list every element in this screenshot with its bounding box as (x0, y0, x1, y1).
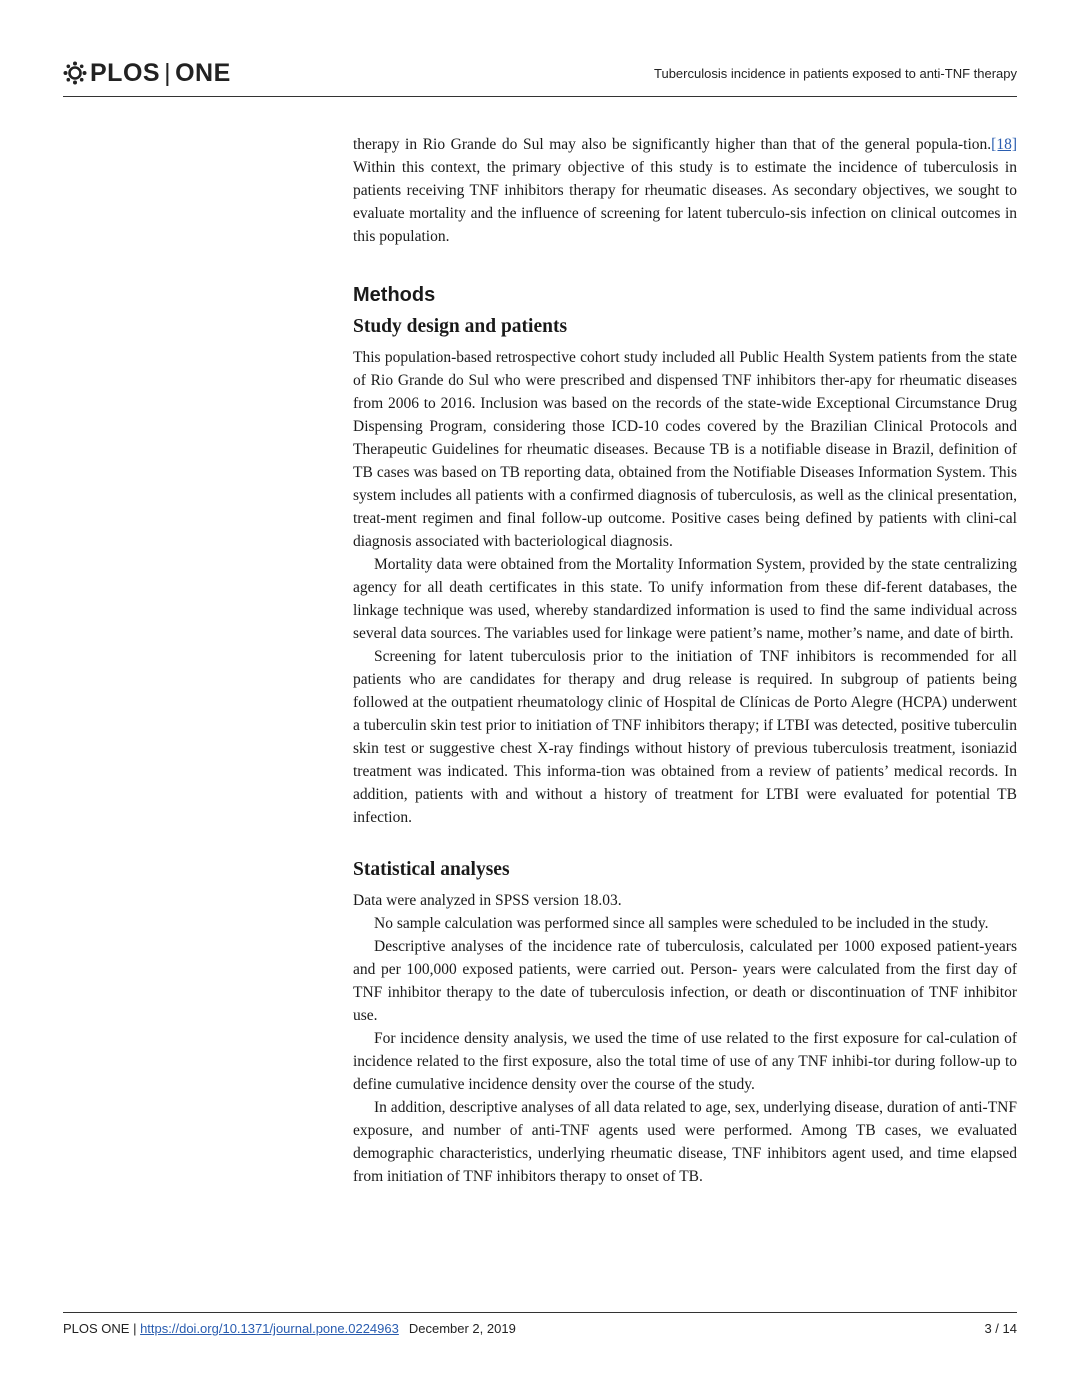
intro-text-after-ref: Within this context, the primary objective of this study is to estimate the incidence of tuberculosis in patients receiving TNF inhibitors therapy for rheumatic diseases. As secondary objectives, we sought to evaluate mortality and the influence of screening for latent tuberculo-sis infection on clinical outcomes in this population. (353, 159, 1017, 245)
running-title: Tuberculosis incidence in patients exposed to anti-TNF therapy (654, 66, 1017, 81)
intro-paragraph (353, 133, 1017, 248)
intro-text-before-ref: therapy in Rio Grande do Sul may also be significantly higher than that of the general popula-tion. (353, 136, 992, 153)
plos-one-logo (63, 58, 231, 88)
page-footer (63, 1312, 1017, 1336)
statistical-paragraph-3: Descriptive analyses of the incidence rate of tuberculosis, calculated per 1000 exposed patient-years and per 100,000 exposed patients, were carried out. Person- years were calculated from the first day of TNF inhibitor therapy to the date of tuberculosis infection, or death or discontinuation of TNF inhibitor use. (353, 938, 1017, 1024)
study-design-paragraph-3: Screening for latent tuberculosis prior to the initiation of TNF inhibitors is recommended for all patients who are candidates for therapy and drug release is required. In subgroup of patients being followed at the outpatient rheumatology clinic of Hospital de Clínicas de Porto Alegre (HCPA) underwent a tuberculin skin test prior to initiation of TNF inhibitors therapy; if LTBI was detected, positive tuberculin skin test or suggestive chest X-ray findings without history of previous tuberculosis treatment, isoniazid treatment was indicated. This informa-tion was obtained from a review of patients’ medical records. In addition, patients with and without a history of treatment for LTBI were evaluated for potential TB infection. (353, 648, 1017, 826)
page-number: 3 / 14 (984, 1321, 1017, 1336)
logo-separator: | (164, 58, 172, 87)
plos-logo-icon (63, 61, 87, 85)
logo-text-plos: PLOS (90, 58, 161, 87)
methods-heading: Methods (353, 284, 436, 306)
statistical-paragraph-1: Data were analyzed in SPSS version 18.03. (353, 892, 622, 909)
statistical-analyses-heading: Statistical analyses (353, 859, 510, 880)
statistical-paragraph-2: No sample calculation was performed since all samples were scheduled to be included in the study. (374, 915, 989, 932)
citation-link-18[interactable]: [18] (991, 136, 1017, 153)
study-design-paragraph-2: Mortality data were obtained from the Mortality Information System, provided by the state centralizing agency for all death certificates in this state. To unify information from these dif-ferent databases, the linkage technique was used, whereby standardized information is used to find the same individual across several data sources. The variables used for linkage were patient’s name, mother’s name, and date of birth. (353, 556, 1017, 642)
study-design-paragraph-1: This population-based retrospective cohort study included all Public Health System patients from the state of Rio Grande do Sul who were prescribed and dispensed TNF inhibitors ther-apy for rheumatic diseases from 2006 to 2016. Inclusion was based on the records of the state-wide Exceptional Circumstance Drug Dispensing Program, considering those ICD-10 codes covered by the Brazilian Clinical Protocols and Therapeutic Guidelines for rheumatic diseases. Because TB is a notifiable disease in Brazil, definition of TB cases was based on TB reporting data, obtained from the Notifiable Diseases Information System. This system includes all patients with a confirmed diagnosis of tuberculosis, as well as the clinical presentation, treat-ment regimen and final follow-up outcome. Positive cases being defined by patients with clini-cal diagnosis associated with bacteriological diagnosis. (353, 349, 1017, 550)
statistical-paragraph-5: In addition, descriptive analyses of all data related to age, sex, underlying disease, duration of anti-TNF exposure, and number of anti-TNF agents used were performed. Among TB cases, we evaluated demographic characteristics, underlying rheumatic disease, TNF inhibitors agent used, and time elapsed from initiation of TNF inhibitors therapy to onset of TB. (353, 1099, 1017, 1185)
footer-journal: PLOS ONE | (63, 1321, 141, 1336)
study-design-heading: Study design and patients (353, 316, 568, 337)
footer-date: December 2, 2019 (408, 1321, 516, 1336)
article-body (353, 133, 1017, 1188)
page-header (63, 58, 1017, 97)
doi-link[interactable]: https://doi.org/10.1371/journal.pone.0224963 (140, 1321, 399, 1336)
statistical-paragraph-4: For incidence density analysis, we used the time of use related to the first exposure for cal-culation of incidence related to the first exposure, also the total time of use of any TNF inhibi-tor during follow-up to define cumulative incidence density over the course of the study. (353, 1030, 1017, 1093)
logo-text-one: ONE (175, 58, 231, 87)
